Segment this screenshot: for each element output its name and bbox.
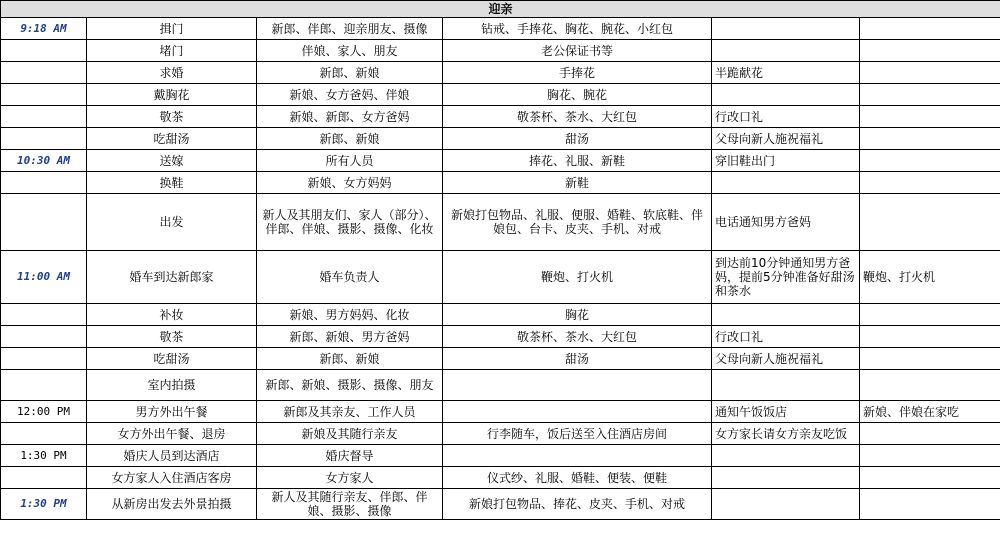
event-cell: 揖门 [87,18,257,40]
time-cell [1,370,87,401]
table-row [1,348,1000,370]
items-cell: 新娘打包物品、捧花、皮夹、手机、对戒 [443,489,712,520]
extra-cell: 新娘、伴娘在家吃 [860,401,1000,423]
extra-cell [860,489,1000,520]
title-row [1,1,1000,18]
people-cell: 新郎、伴郎、迎亲朋友、摄像 [257,18,443,40]
event-cell: 从新房出发去外景拍摄 [87,489,257,520]
notes-cell: 行改口礼 [712,106,860,128]
people-cell: 所有人员 [257,150,443,172]
time-cell: 9:18 AM [1,18,87,40]
items-cell: 仪式纱、礼服、婚鞋、便装、便鞋 [443,467,712,489]
people-cell: 婚庆督导 [257,445,443,467]
notes-cell: 行改口礼 [712,326,860,348]
table-row [1,489,1000,520]
table-row [1,401,1000,423]
people-cell: 新娘、女方爸妈、伴娘 [257,84,443,106]
time-cell: 10:30 AM [1,150,87,172]
extra-cell [860,18,1000,40]
extra-cell [860,467,1000,489]
extra-cell [860,348,1000,370]
time-cell [1,348,87,370]
time-cell [1,304,87,326]
items-cell: 甜汤 [443,128,712,150]
event-cell: 室内拍摄 [87,370,257,401]
table-row [1,84,1000,106]
items-cell: 捧花、礼服、新鞋 [443,150,712,172]
table-row [1,128,1000,150]
people-cell: 伴娘、家人、朋友 [257,40,443,62]
items-cell: 鞭炮、打火机 [443,251,712,304]
extra-cell [860,62,1000,84]
event-cell: 吃甜汤 [87,128,257,150]
time-cell [1,84,87,106]
people-cell: 新人及其朋友们、家人（部分）、伴郎、伴娘、摄影、摄像、化妆 [257,194,443,251]
notes-cell: 到达前10分钟通知男方爸妈，提前5分钟准备好甜汤和茶水 [712,251,860,304]
items-cell [443,370,712,401]
notes-cell: 女方家长请女方亲友吃饭 [712,423,860,445]
extra-cell [860,370,1000,401]
extra-cell [860,150,1000,172]
time-cell: 1:30 PM [1,489,87,520]
people-cell: 新郎、新娘、男方爸妈 [257,326,443,348]
time-cell [1,128,87,150]
people-cell: 婚车负责人 [257,251,443,304]
event-cell: 男方外出午餐 [87,401,257,423]
event-cell: 换鞋 [87,172,257,194]
table-row [1,194,1000,251]
time-cell: 1:30 PM [1,445,87,467]
time-cell: 12:00 PM [1,401,87,423]
table-row [1,172,1000,194]
table-row [1,326,1000,348]
people-cell: 新娘、男方妈妈、化妆 [257,304,443,326]
event-cell: 送嫁 [87,150,257,172]
event-cell: 堵门 [87,40,257,62]
time-cell [1,423,87,445]
notes-cell [712,304,860,326]
time-cell [1,62,87,84]
extra-cell [860,128,1000,150]
extra-cell [860,172,1000,194]
event-cell: 女方家人入住酒店客房 [87,467,257,489]
notes-cell [712,445,860,467]
time-cell [1,106,87,128]
notes-cell [712,84,860,106]
people-cell: 新郎、新娘 [257,348,443,370]
people-cell: 新娘及其随行亲友 [257,423,443,445]
time-cell [1,467,87,489]
items-cell: 敬茶杯、茶水、大红包 [443,106,712,128]
notes-cell: 通知午饭饭店 [712,401,860,423]
items-cell: 甜汤 [443,348,712,370]
event-cell: 戴胸花 [87,84,257,106]
people-cell: 新郎及其亲友、工作人员 [257,401,443,423]
items-cell: 敬茶杯、茶水、大红包 [443,326,712,348]
items-cell: 手捧花 [443,62,712,84]
table-row [1,251,1000,304]
event-cell: 婚车到达新郎家 [87,251,257,304]
event-cell: 吃甜汤 [87,348,257,370]
event-cell: 出发 [87,194,257,251]
sheet-title: 迎亲 [1,1,1000,18]
extra-cell [860,304,1000,326]
time-cell: 11:00 AM [1,251,87,304]
extra-cell [860,194,1000,251]
event-cell: 婚庆人员到达酒店 [87,445,257,467]
table-row [1,423,1000,445]
items-cell: 行李随车，饭后送至入住酒店房间 [443,423,712,445]
people-cell: 新郎、新娘、摄影、摄像、朋友 [257,370,443,401]
table-row [1,445,1000,467]
table-row [1,370,1000,401]
event-cell: 敬茶 [87,106,257,128]
extra-cell [860,326,1000,348]
extra-cell: 鞭炮、打火机 [860,251,1000,304]
table-row [1,304,1000,326]
notes-cell [712,370,860,401]
extra-cell [860,106,1000,128]
people-cell: 新郎、新娘 [257,128,443,150]
time-cell [1,172,87,194]
extra-cell [860,84,1000,106]
notes-cell [712,18,860,40]
event-cell: 敬茶 [87,326,257,348]
event-cell: 女方外出午餐、退房 [87,423,257,445]
notes-cell: 电话通知男方爸妈 [712,194,860,251]
notes-cell: 父母向新人施祝福礼 [712,348,860,370]
extra-cell [860,423,1000,445]
people-cell: 新娘、新郎、女方爸妈 [257,106,443,128]
items-cell [443,401,712,423]
notes-cell [712,40,860,62]
notes-cell: 半跪献花 [712,62,860,84]
table-row [1,40,1000,62]
notes-cell [712,489,860,520]
event-cell: 补妆 [87,304,257,326]
extra-cell [860,445,1000,467]
time-cell [1,326,87,348]
table-row [1,62,1000,84]
extra-cell [860,40,1000,62]
people-cell: 新娘、女方妈妈 [257,172,443,194]
notes-cell [712,467,860,489]
notes-cell: 父母向新人施祝福礼 [712,128,860,150]
table-row [1,18,1000,40]
items-cell [443,445,712,467]
items-cell: 胸花 [443,304,712,326]
items-cell: 新娘打包物品、礼服、便服、婚鞋、软底鞋、伴娘包、台卡、皮夹、手机、对戒 [443,194,712,251]
table-row [1,150,1000,172]
notes-cell: 穿旧鞋出门 [712,150,860,172]
items-cell: 胸花、腕花 [443,84,712,106]
table-row [1,467,1000,489]
people-cell: 新郎、新娘 [257,62,443,84]
notes-cell [712,172,860,194]
time-cell [1,194,87,251]
items-cell: 新鞋 [443,172,712,194]
people-cell: 女方家人 [257,467,443,489]
items-cell: 钻戒、手捧花、胸花、腕花、小红包 [443,18,712,40]
event-cell: 求婚 [87,62,257,84]
time-cell [1,40,87,62]
items-cell: 老公保证书等 [443,40,712,62]
table-row [1,106,1000,128]
people-cell: 新人及其随行亲友、伴郎、伴娘、摄影、摄像 [257,489,443,520]
